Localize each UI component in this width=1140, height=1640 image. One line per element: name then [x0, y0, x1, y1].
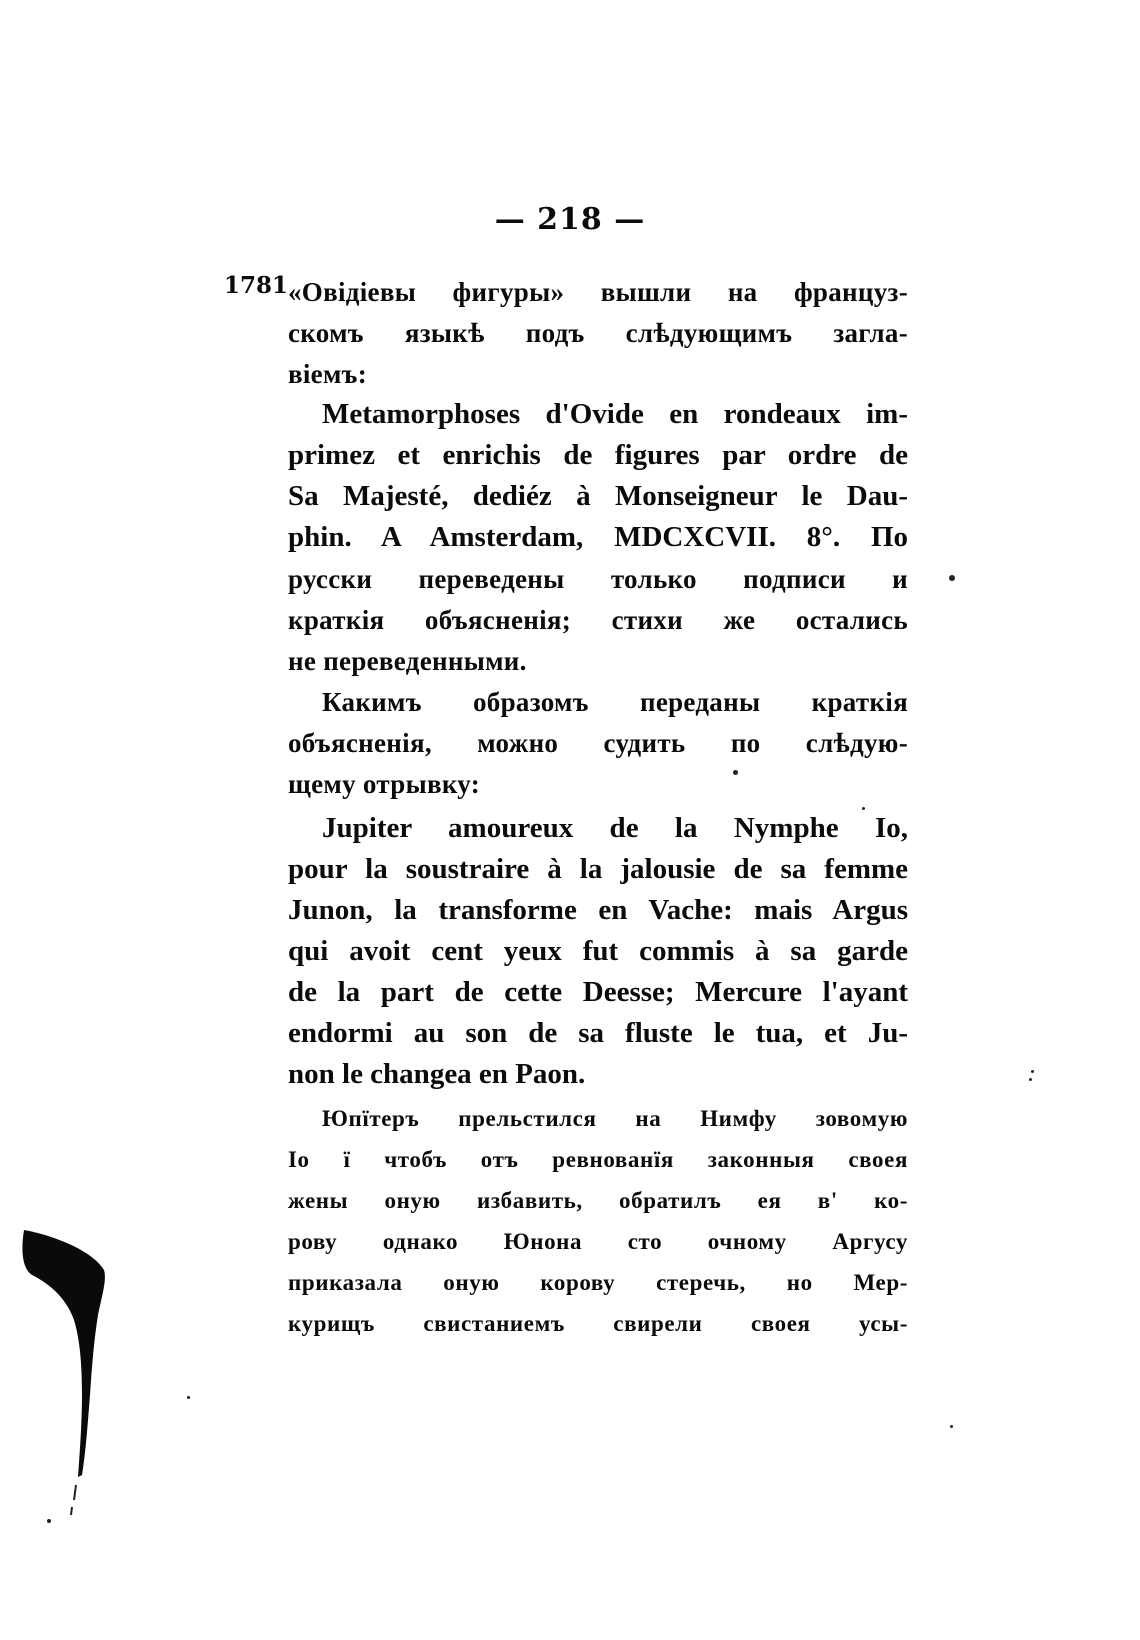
- text-line: объясненія, можно судить по слѣдую-: [288, 728, 908, 758]
- scan-speck: [862, 807, 865, 810]
- scan-speck: [733, 770, 738, 775]
- paragraph-intro: [288, 272, 908, 395]
- scan-speck: [950, 1425, 953, 1428]
- paragraph-how: [288, 682, 908, 805]
- scan-speck: [1031, 1070, 1034, 1073]
- text-line: рову однако Юнона сто очному Аргусу: [288, 1229, 908, 1254]
- text-line: приказала оную корову стеречь, но Мер-: [288, 1270, 908, 1295]
- text-line: скомъ языкѣ подъ слѣдующимъ загла-: [288, 318, 908, 348]
- margin-year: 1781: [224, 272, 289, 299]
- scan-speck: [187, 1396, 190, 1399]
- text-line: primez et enrichis de figures par ordre de: [288, 439, 908, 471]
- scan-speck: [1029, 1078, 1032, 1081]
- text-line: non le changea en Paon.: [288, 1058, 586, 1090]
- text-line: курищъ свистаниемъ свирели своея усы-: [288, 1311, 908, 1336]
- text-line: віемъ:: [288, 359, 367, 389]
- text-line: de la part de cette Deesse; Mercure l'ayant: [288, 976, 908, 1008]
- paragraph-note: [288, 559, 908, 682]
- text-line: Какимъ образомъ переданы краткія: [322, 687, 908, 717]
- text-line: щему отрывку:: [288, 769, 481, 799]
- text-line: жены оную избавить, обратилъ ея в' ко-: [288, 1188, 908, 1213]
- text-line: phin. A Amsterdam, MDCXCVII. 8°. По: [288, 521, 908, 553]
- paragraph-old-russian-quote: [288, 1098, 908, 1344]
- paragraph-french-quote: [288, 808, 908, 1095]
- text-line: endormi au son de sa fluste le tua, et Ju-: [288, 1017, 908, 1049]
- text-line: Jupiter amoureux de la Nymphe Io,: [322, 812, 908, 844]
- text-line: pour la soustraire à la jalousie de sa femme: [288, 853, 908, 885]
- scan-speck: [949, 575, 955, 581]
- text-line: Metamorphoses d'Ovide en rondeaux im-: [322, 398, 908, 430]
- page-number: — 218 —: [494, 202, 646, 237]
- text-line: краткія объясненія; стихи же остались: [288, 605, 908, 635]
- text-line: «Овідіевы фигуры» вышли на француз-: [288, 277, 908, 307]
- margin-ink-mark: [12, 1225, 112, 1525]
- paragraph-french-title: [288, 394, 908, 558]
- text-line: не переведенными.: [288, 646, 527, 676]
- text-line: русски переведены только подписи и: [288, 564, 908, 594]
- text-line: Юпїтеръ прельстился на Нимфу зовомую: [322, 1106, 908, 1131]
- text-line: Sa Majesté, dediéz à Monseigneur le Dau-: [288, 480, 908, 512]
- text-line: Іо ї чтобъ отъ ревнованїя законныя своея: [288, 1147, 908, 1172]
- text-line: qui avoit cent yeux fut commis à sa garde: [288, 935, 908, 967]
- text-line: Junon, la transforme en Vache: mais Argus: [288, 894, 908, 926]
